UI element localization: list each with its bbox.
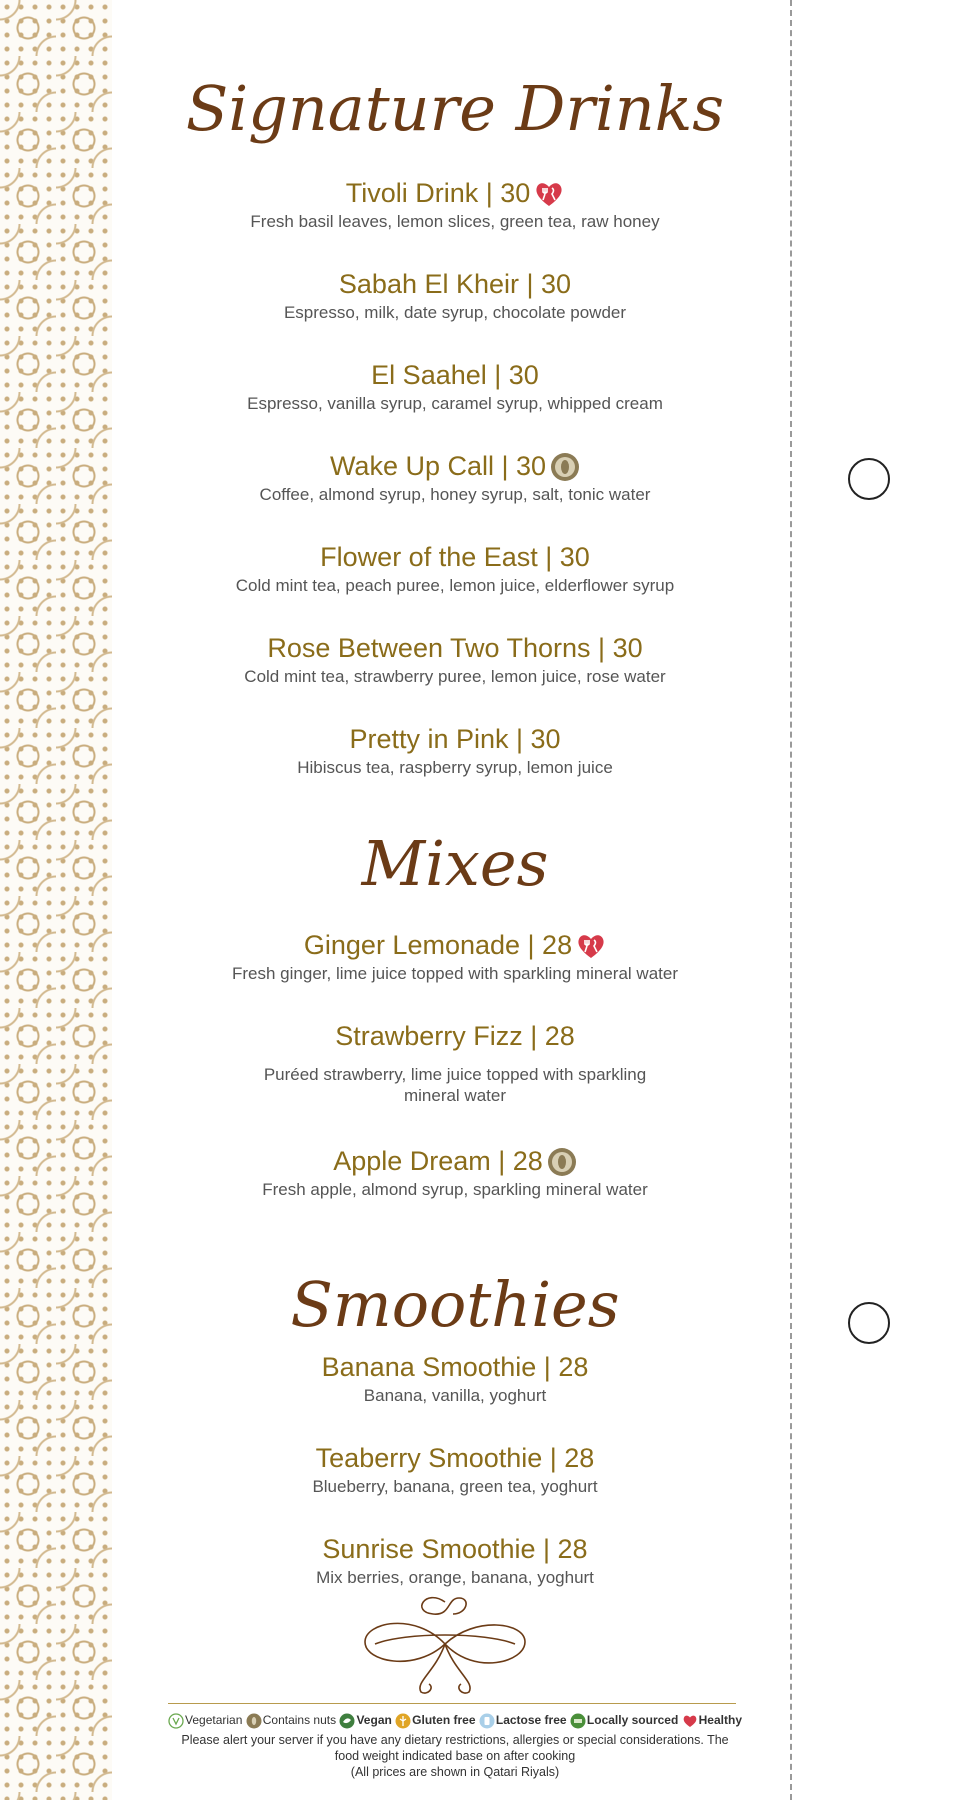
- item-name: Sunrise Smoothie | 28: [322, 1534, 588, 1564]
- menu-item: [120, 724, 790, 778]
- menu-item: [120, 633, 790, 687]
- item-description: Puréed strawberry, lime juice topped with sparkling mineral water: [263, 1065, 647, 1105]
- menu-item: [120, 451, 790, 505]
- footer-divider: [168, 1703, 736, 1704]
- menu-item: [120, 178, 790, 232]
- menu-item: [120, 1352, 790, 1406]
- item-name: Strawberry Fizz | 28: [335, 1021, 575, 1051]
- item-description: Cold mint tea, peach puree, lemon juice, elderflower syrup: [235, 576, 675, 595]
- menu-item: [120, 930, 790, 984]
- healthy-heart-icon: [534, 179, 564, 209]
- item-description: Fresh basil leaves, lemon slices, green tea, raw honey: [250, 212, 660, 231]
- locally-sourced-icon: [570, 1713, 586, 1729]
- contains-nuts-icon: [550, 452, 580, 482]
- legend-label: Lactose free: [495, 1713, 567, 1728]
- item-name: Apple Dream | 28: [333, 1146, 543, 1176]
- allergy-note: [120, 1732, 790, 1780]
- item-name: Banana Smoothie | 28: [321, 1352, 589, 1382]
- section-title-smoothies: Smoothies: [290, 1268, 620, 1341]
- note-line: food weight indicated base on after cooking: [334, 1749, 576, 1763]
- item-name: Teaberry Smoothie | 28: [315, 1443, 595, 1473]
- item-description: Fresh apple, almond syrup, sparkling mineral water: [262, 1180, 648, 1199]
- lactose-free-icon: [479, 1713, 495, 1729]
- menu-item: [120, 1534, 790, 1588]
- item-name: Sabah El Kheir | 30: [338, 269, 572, 299]
- menu-item: [120, 1021, 790, 1106]
- item-name: El Saahel | 30: [371, 360, 539, 390]
- menu-item: [120, 542, 790, 596]
- vegetarian-icon: [168, 1713, 184, 1729]
- item-description: Cold mint tea, strawberry puree, lemon juice, rose water: [244, 667, 666, 686]
- contains-nuts-icon: [246, 1713, 262, 1729]
- item-description: Hibiscus tea, raspberry syrup, lemon juice: [297, 758, 613, 777]
- vegan-icon: [339, 1713, 355, 1729]
- legend-label: Locally sourced: [586, 1713, 679, 1728]
- section-title-mixes: Mixes: [361, 827, 549, 900]
- menu-item: [120, 360, 790, 414]
- gluten-free-icon: [395, 1713, 411, 1729]
- menu-item: [120, 269, 790, 323]
- contains-nuts-icon: [547, 1147, 577, 1177]
- item-description: Coffee, almond syrup, honey syrup, salt, tonic water: [259, 485, 651, 504]
- decorative-pattern-border: [0, 0, 112, 1800]
- item-description: Fresh ginger, lime juice topped with sparkling mineral water: [232, 964, 678, 983]
- legend-label: Healthy: [698, 1713, 742, 1728]
- item-description: Mix berries, orange, banana, yoghurt: [316, 1568, 594, 1587]
- menu-item: [120, 1146, 790, 1200]
- healthy-heart-icon: [682, 1713, 698, 1729]
- item-name: Tivoli Drink | 30: [345, 178, 531, 208]
- punch-hole-bottom: [848, 1302, 890, 1344]
- item-name: Pretty in Pink | 30: [349, 724, 561, 754]
- note-line: Please alert your server if you have any dietary restrictions, allergies or special considerations. The: [181, 1733, 729, 1747]
- note-line: (All prices are shown in Qatari Riyals): [350, 1765, 560, 1779]
- item-description: Espresso, milk, date syrup, chocolate powder: [283, 303, 627, 322]
- item-description: Blueberry, banana, green tea, yoghurt: [312, 1477, 598, 1496]
- ornamental-flourish: [355, 1592, 535, 1696]
- menu-item: [120, 1443, 790, 1497]
- dietary-legend: [120, 1713, 790, 1729]
- punch-hole-top: [848, 458, 890, 500]
- item-description: Banana, vanilla, yoghurt: [363, 1386, 547, 1405]
- item-description: Espresso, vanilla syrup, caramel syrup, whipped cream: [247, 394, 663, 413]
- legend-label: Vegan: [356, 1713, 392, 1728]
- perforation-line: [790, 0, 792, 1800]
- item-name: Wake Up Call | 30: [329, 451, 547, 481]
- healthy-heart-icon: [576, 931, 606, 961]
- legend-label: Vegetarian: [185, 1713, 243, 1728]
- section-title-signature-drinks: Signature Drinks: [185, 72, 725, 145]
- legend-label: Gluten free: [412, 1713, 476, 1728]
- item-name: Flower of the East | 30: [320, 542, 590, 572]
- item-name: Ginger Lemonade | 28: [303, 930, 573, 960]
- item-name: Rose Between Two Thorns | 30: [267, 633, 643, 663]
- legend-label: Contains nuts: [262, 1713, 337, 1728]
